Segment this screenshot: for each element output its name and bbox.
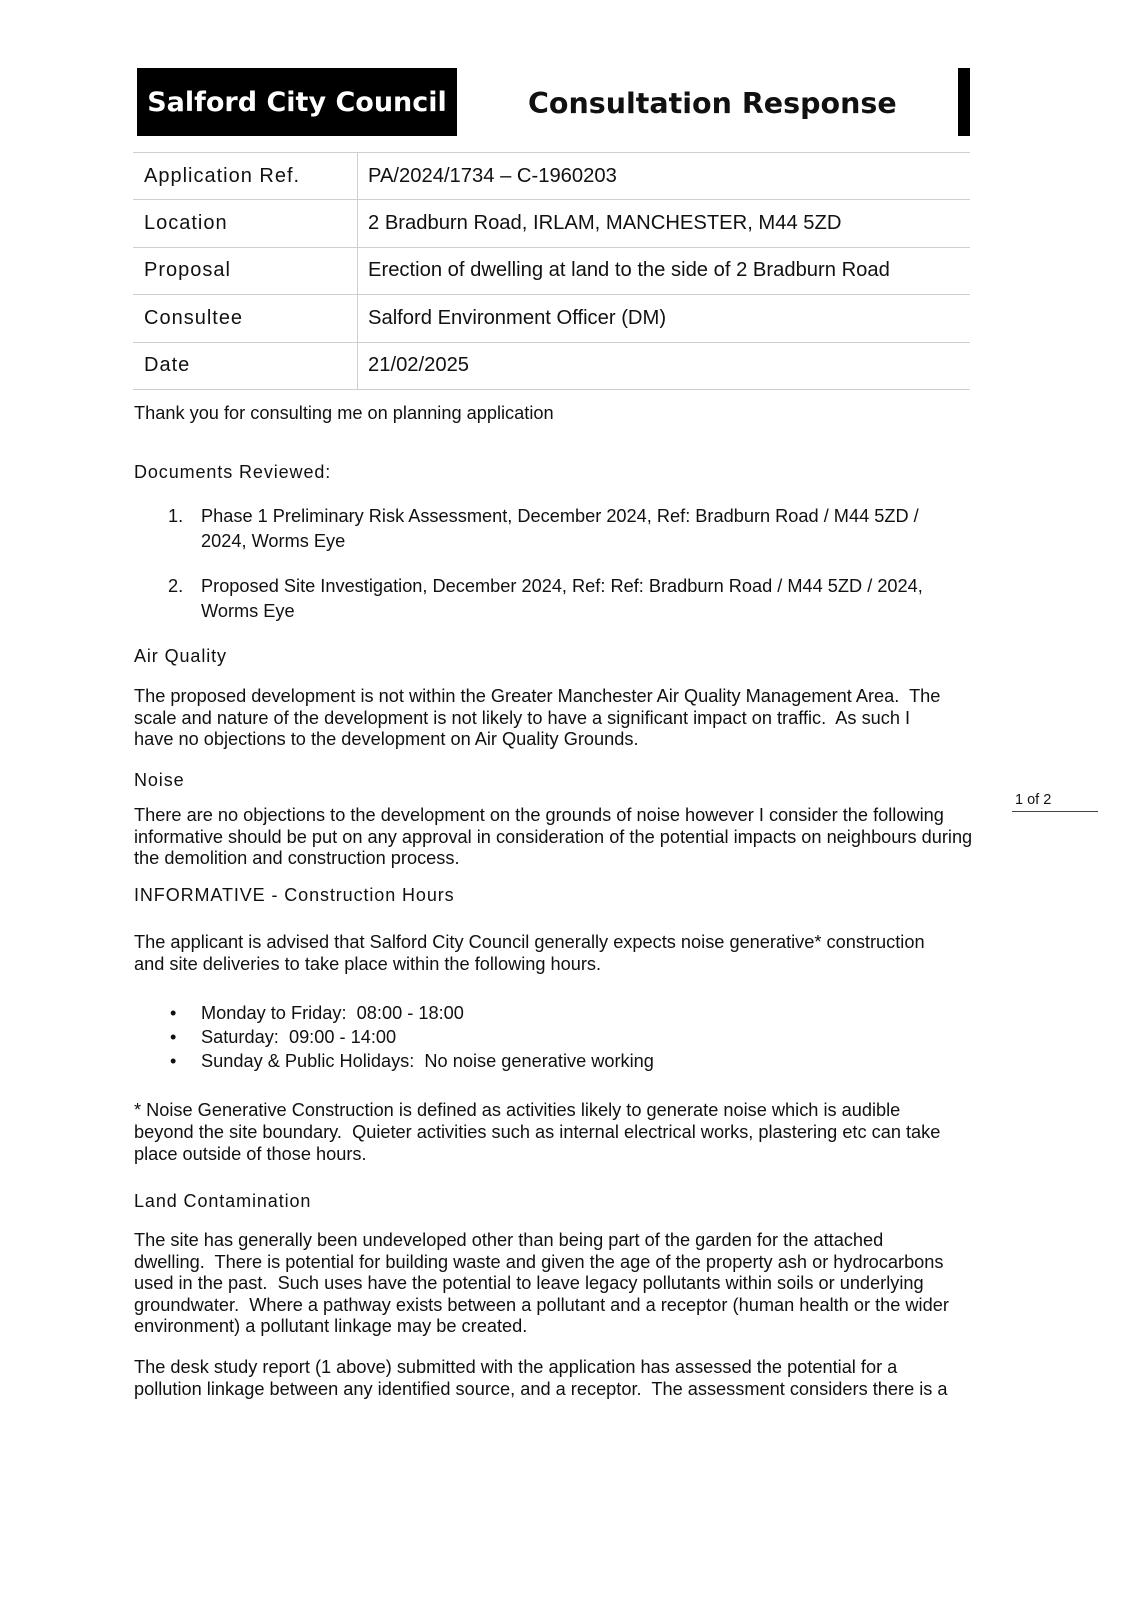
noise-paragraph: There are no objections to the development on the grounds of noise however I consider the following informative should be put on any approval in consideration of the potential impacts on neighbours during the demolition and construction process. <box>134 805 973 868</box>
proposal-label: Proposal <box>133 248 358 294</box>
table-row <box>133 153 970 200</box>
application-ref-label: Application Ref. <box>133 153 358 199</box>
list-number: 2. <box>168 576 184 596</box>
page-indicator: 1 of 2 <box>1015 792 1052 808</box>
bullet-icon: • <box>170 1027 177 1047</box>
list-number: 1. <box>168 506 184 526</box>
consultee-value: Salford Environment Officer (DM) <box>368 306 667 329</box>
documents-heading: Documents Reviewed: <box>134 462 332 482</box>
land-contamination-paragraph: The site has generally been undeveloped other than being part of the garden for the attached dwelling. There is potential for building waste and given the age of the property ash or hydrocarbons used in the past. Such uses have the potential to leave legacy pollutants within soils or underlying groundwater. Where a pathway exists between a pollutant and a receptor (human health or the wider environment) a pollutant linkage may be created. <box>134 1230 949 1336</box>
list-item: Proposed Site Investigation, December 2024, Ref: Ref: Bradburn Road / M44 5ZD / 2024, Worms Eye <box>201 576 923 621</box>
council-name: Salford City Council <box>147 86 447 118</box>
bullet-icon: • <box>170 1051 177 1071</box>
informative-heading: INFORMATIVE - Construction Hours <box>134 885 455 905</box>
hours-item: Saturday: 09:00 - 14:00 <box>201 1027 397 1047</box>
council-logo <box>137 68 457 136</box>
title-bar <box>958 68 970 136</box>
bullet-icon: • <box>170 1003 177 1023</box>
informative-paragraph: The applicant is advised that Salford City Council generally expects noise generative* construction and site deliveries to take place within the following hours. <box>134 932 925 974</box>
application-ref-value: PA/2024/1734 – C-1960203 <box>368 164 617 187</box>
application-details-table <box>133 152 970 390</box>
table-row <box>133 295 970 342</box>
table-row <box>133 200 970 247</box>
hours-item: Sunday & Public Holidays: No noise generative working <box>201 1051 654 1071</box>
location-label: Location <box>133 200 358 246</box>
page-indicator-rule <box>1012 811 1098 812</box>
air-quality-heading: Air Quality <box>134 646 227 666</box>
hours-item: Monday to Friday: 08:00 - 18:00 <box>201 1003 464 1023</box>
desk-study-paragraph: The desk study report (1 above) submitted with the application has assessed the potential for a pollution linkage between any identified source, and a receptor. The assessment considers there is a <box>134 1357 948 1399</box>
footnote-paragraph: * Noise Generative Construction is defined as activities likely to generate noise which is audible beyond the site boundary. Quieter activities such as internal electrical works, plastering etc can take place outside of those hours. <box>134 1100 941 1164</box>
table-row <box>133 343 970 390</box>
air-quality-paragraph: The proposed development is not within the Greater Manchester Air Quality Management Area. The scale and nature of the development is not likely to have a significant impact on traffic. As such I have no objections to the development on Air Quality Grounds. <box>134 686 941 749</box>
noise-heading: Noise <box>134 770 185 790</box>
consultee-label: Consultee <box>133 295 358 341</box>
document-title: Consultation Response <box>528 87 897 120</box>
intro-text: Thank you for consulting me on planning application <box>134 403 554 423</box>
land-contamination-heading: Land Contamination <box>134 1191 312 1211</box>
list-item: Phase 1 Preliminary Risk Assessment, December 2024, Ref: Bradburn Road / M44 5ZD / 2024, Worms Eye <box>201 506 919 551</box>
proposal-value: Erection of dwelling at land to the side of 2 Bradburn Road <box>368 259 890 282</box>
date-value: 21/02/2025 <box>368 354 470 377</box>
location-value: 2 Bradburn Road, IRLAM, MANCHESTER, M44 5ZD <box>368 212 842 235</box>
table-row <box>133 248 970 295</box>
date-label: Date <box>133 343 358 389</box>
